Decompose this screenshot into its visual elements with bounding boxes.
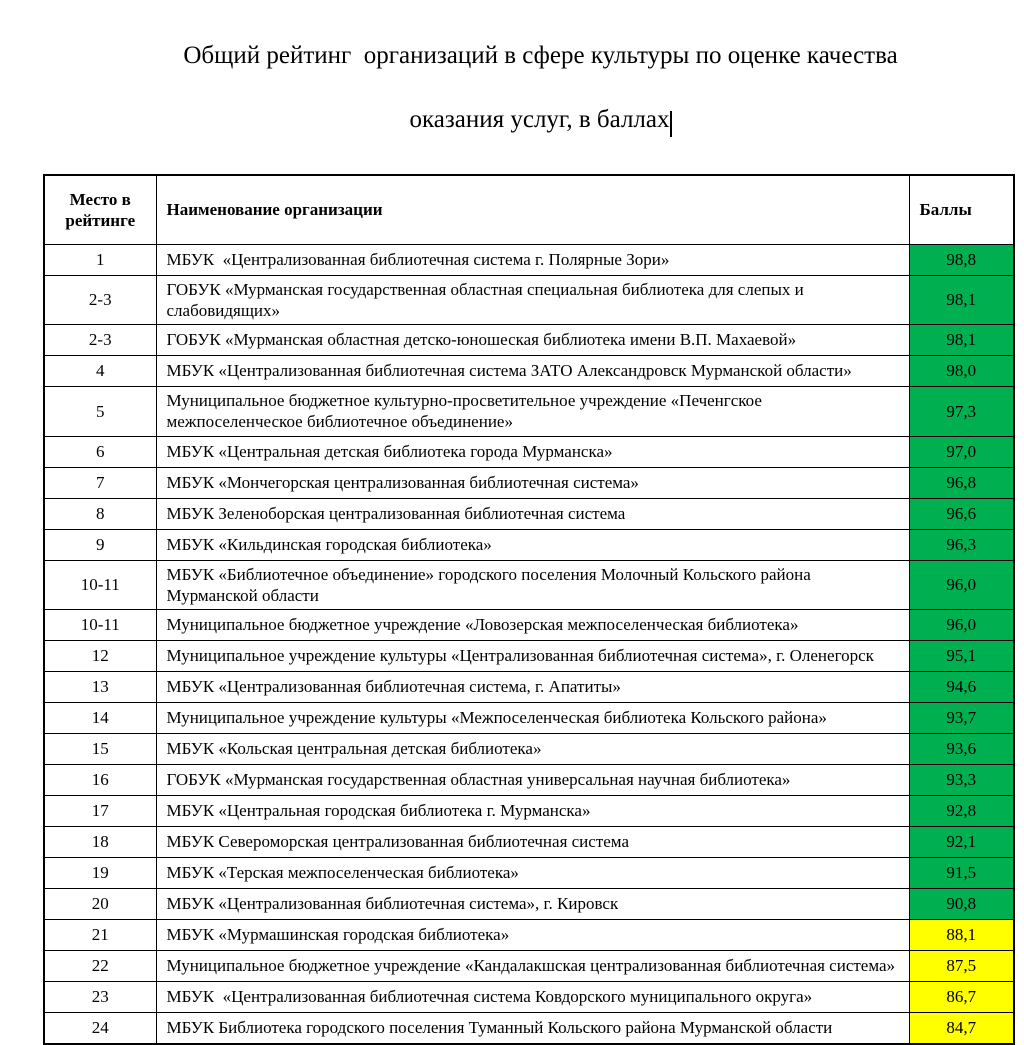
table-row bbox=[44, 982, 1014, 1013]
score-cell: 97,0 bbox=[909, 436, 1014, 467]
rank-cell: 6 bbox=[44, 436, 156, 467]
score-cell: 87,5 bbox=[909, 951, 1014, 982]
score-cell: 92,8 bbox=[909, 796, 1014, 827]
table-row bbox=[44, 951, 1014, 982]
score-cell: 90,8 bbox=[909, 889, 1014, 920]
rank-cell: 14 bbox=[44, 703, 156, 734]
score-cell: 86,7 bbox=[909, 982, 1014, 1013]
score-cell: 96,3 bbox=[909, 529, 1014, 560]
organization-name-cell: ГОБУК «Мурманская областная детско-юношеская библиотека имени В.П. Махаевой» bbox=[156, 325, 909, 356]
organization-name-cell: МБУК «Мончегорская централизованная библиотечная система» bbox=[156, 467, 909, 498]
table-row bbox=[44, 734, 1014, 765]
table-row bbox=[44, 796, 1014, 827]
rank-cell: 10-11 bbox=[44, 560, 156, 610]
table-row bbox=[44, 889, 1014, 920]
table-row bbox=[44, 356, 1014, 387]
rank-cell: 4 bbox=[44, 356, 156, 387]
score-cell: 95,1 bbox=[909, 641, 1014, 672]
organization-name-cell: Муниципальное бюджетное учреждение «Кандалакшская централизованная библиотечная система» bbox=[156, 951, 909, 982]
table-row bbox=[44, 858, 1014, 889]
rank-cell: 9 bbox=[44, 529, 156, 560]
score-cell: 98,0 bbox=[909, 356, 1014, 387]
col-header-place: Место в рейтинге bbox=[44, 175, 156, 244]
rank-cell: 7 bbox=[44, 467, 156, 498]
table-row bbox=[44, 560, 1014, 610]
table-row bbox=[44, 275, 1014, 325]
score-cell: 91,5 bbox=[909, 858, 1014, 889]
score-cell: 96,0 bbox=[909, 560, 1014, 610]
table-row bbox=[44, 244, 1014, 275]
rating-table-body bbox=[44, 244, 1014, 1044]
rank-cell: 2-3 bbox=[44, 275, 156, 325]
table-row bbox=[44, 641, 1014, 672]
organization-name-cell: МБУК «Мурмашинская городская библиотека» bbox=[156, 920, 909, 951]
table-row bbox=[44, 529, 1014, 560]
rank-cell: 23 bbox=[44, 982, 156, 1013]
table-row bbox=[44, 920, 1014, 951]
organization-name-cell: ГОБУК «Мурманская государственная областная специальная библиотека для слепых и слабовидящих» bbox=[156, 275, 909, 325]
score-cell: 96,6 bbox=[909, 498, 1014, 529]
table-row bbox=[44, 610, 1014, 641]
table-row bbox=[44, 1013, 1014, 1045]
score-cell: 94,6 bbox=[909, 672, 1014, 703]
score-cell: 98,1 bbox=[909, 275, 1014, 325]
organization-name-cell: МБУК «Централизованная библиотечная система, г. Апатиты» bbox=[156, 672, 909, 703]
rank-cell: 5 bbox=[44, 387, 156, 437]
col-header-score: Баллы bbox=[909, 175, 1014, 244]
score-cell: 93,7 bbox=[909, 703, 1014, 734]
organization-name-cell: МБУК «Терская межпоселенческая библиотека» bbox=[156, 858, 909, 889]
organization-name-cell: МБУК «Централизованная библиотечная система», г. Кировск bbox=[156, 889, 909, 920]
score-cell: 97,3 bbox=[909, 387, 1014, 437]
table-row bbox=[44, 498, 1014, 529]
organization-name-cell: ГОБУК «Мурманская государственная областная универсальная научная библиотека» bbox=[156, 765, 909, 796]
organization-name-cell: Муниципальное бюджетное культурно-просветительное учреждение «Печенгское межпоселенческое библиотечное объединение» bbox=[156, 387, 909, 437]
rank-cell: 1 bbox=[44, 244, 156, 275]
score-cell: 93,6 bbox=[909, 734, 1014, 765]
rank-cell: 20 bbox=[44, 889, 156, 920]
rank-cell: 13 bbox=[44, 672, 156, 703]
score-cell: 84,7 bbox=[909, 1013, 1014, 1045]
score-cell: 92,1 bbox=[909, 827, 1014, 858]
rank-cell: 15 bbox=[44, 734, 156, 765]
organization-name-cell: МБУК «Кильдинская городская библиотека» bbox=[156, 529, 909, 560]
table-row bbox=[44, 387, 1014, 437]
rank-cell: 8 bbox=[44, 498, 156, 529]
score-cell: 88,1 bbox=[909, 920, 1014, 951]
rank-cell: 12 bbox=[44, 641, 156, 672]
header-row bbox=[44, 175, 1014, 244]
organization-name-cell: Муниципальное бюджетное учреждение «Ловозерская межпоселенческая библиотека» bbox=[156, 610, 909, 641]
organization-name-cell: МБУК «Централизованная библиотечная система ЗАТО Александровск Мурманской области» bbox=[156, 356, 909, 387]
organization-name-cell: Муниципальное учреждение культуры «Централизованная библиотечная система», г. Оленегорск bbox=[156, 641, 909, 672]
organization-name-cell: МБУК «Центральная городская библиотека г. Мурманска» bbox=[156, 796, 909, 827]
text-cursor bbox=[670, 111, 672, 137]
title-line1: Общий рейтинг организаций в сфере культуры по оценке качества bbox=[183, 42, 898, 69]
score-cell: 96,8 bbox=[909, 467, 1014, 498]
rank-cell: 22 bbox=[44, 951, 156, 982]
table-row bbox=[44, 325, 1014, 356]
table-row bbox=[44, 467, 1014, 498]
table-row bbox=[44, 827, 1014, 858]
score-cell: 98,8 bbox=[909, 244, 1014, 275]
rank-cell: 10-11 bbox=[44, 610, 156, 641]
organization-name-cell: МБУК Североморская централизованная библиотечная система bbox=[156, 827, 909, 858]
col-header-name: Наименование организации bbox=[156, 175, 909, 244]
rank-cell: 2-3 bbox=[44, 325, 156, 356]
organization-name-cell: МБУК Библиотека городского поселения Туманный Кольского района Мурманской области bbox=[156, 1013, 909, 1045]
score-cell: 98,1 bbox=[909, 325, 1014, 356]
rank-cell: 21 bbox=[44, 920, 156, 951]
organization-name-cell: МБУК Зеленоборская централизованная библиотечная система bbox=[156, 498, 909, 529]
rating-table bbox=[43, 174, 1015, 1045]
organization-name-cell: МБУК «Центральная детская библиотека города Мурманска» bbox=[156, 436, 909, 467]
title-line2: оказания услуг, в баллах bbox=[409, 106, 670, 133]
rank-cell: 24 bbox=[44, 1013, 156, 1045]
organization-name-cell: МБУК «Библиотечное объединение» городского поселения Молочный Кольского района Мурманской области bbox=[156, 560, 909, 610]
rank-cell: 19 bbox=[44, 858, 156, 889]
rank-cell: 18 bbox=[44, 827, 156, 858]
table-row bbox=[44, 703, 1014, 734]
rank-cell: 16 bbox=[44, 765, 156, 796]
organization-name-cell: МБУК «Кольская центральная детская библиотека» bbox=[156, 734, 909, 765]
rating-table-header bbox=[44, 175, 1014, 244]
organization-name-cell: Муниципальное учреждение культуры «Межпоселенческая библиотека Кольского района» bbox=[156, 703, 909, 734]
organization-name-cell: МБУК «Централизованная библиотечная система г. Полярные Зори» bbox=[156, 244, 909, 275]
table-row bbox=[44, 672, 1014, 703]
organization-name-cell: МБУК «Централизованная библиотечная система Ковдорского муниципального округа» bbox=[156, 982, 909, 1013]
rank-cell: 17 bbox=[44, 796, 156, 827]
score-cell: 93,3 bbox=[909, 765, 1014, 796]
table-row bbox=[44, 436, 1014, 467]
table-row bbox=[44, 765, 1014, 796]
score-cell: 96,0 bbox=[909, 610, 1014, 641]
document-title bbox=[43, 8, 1013, 168]
